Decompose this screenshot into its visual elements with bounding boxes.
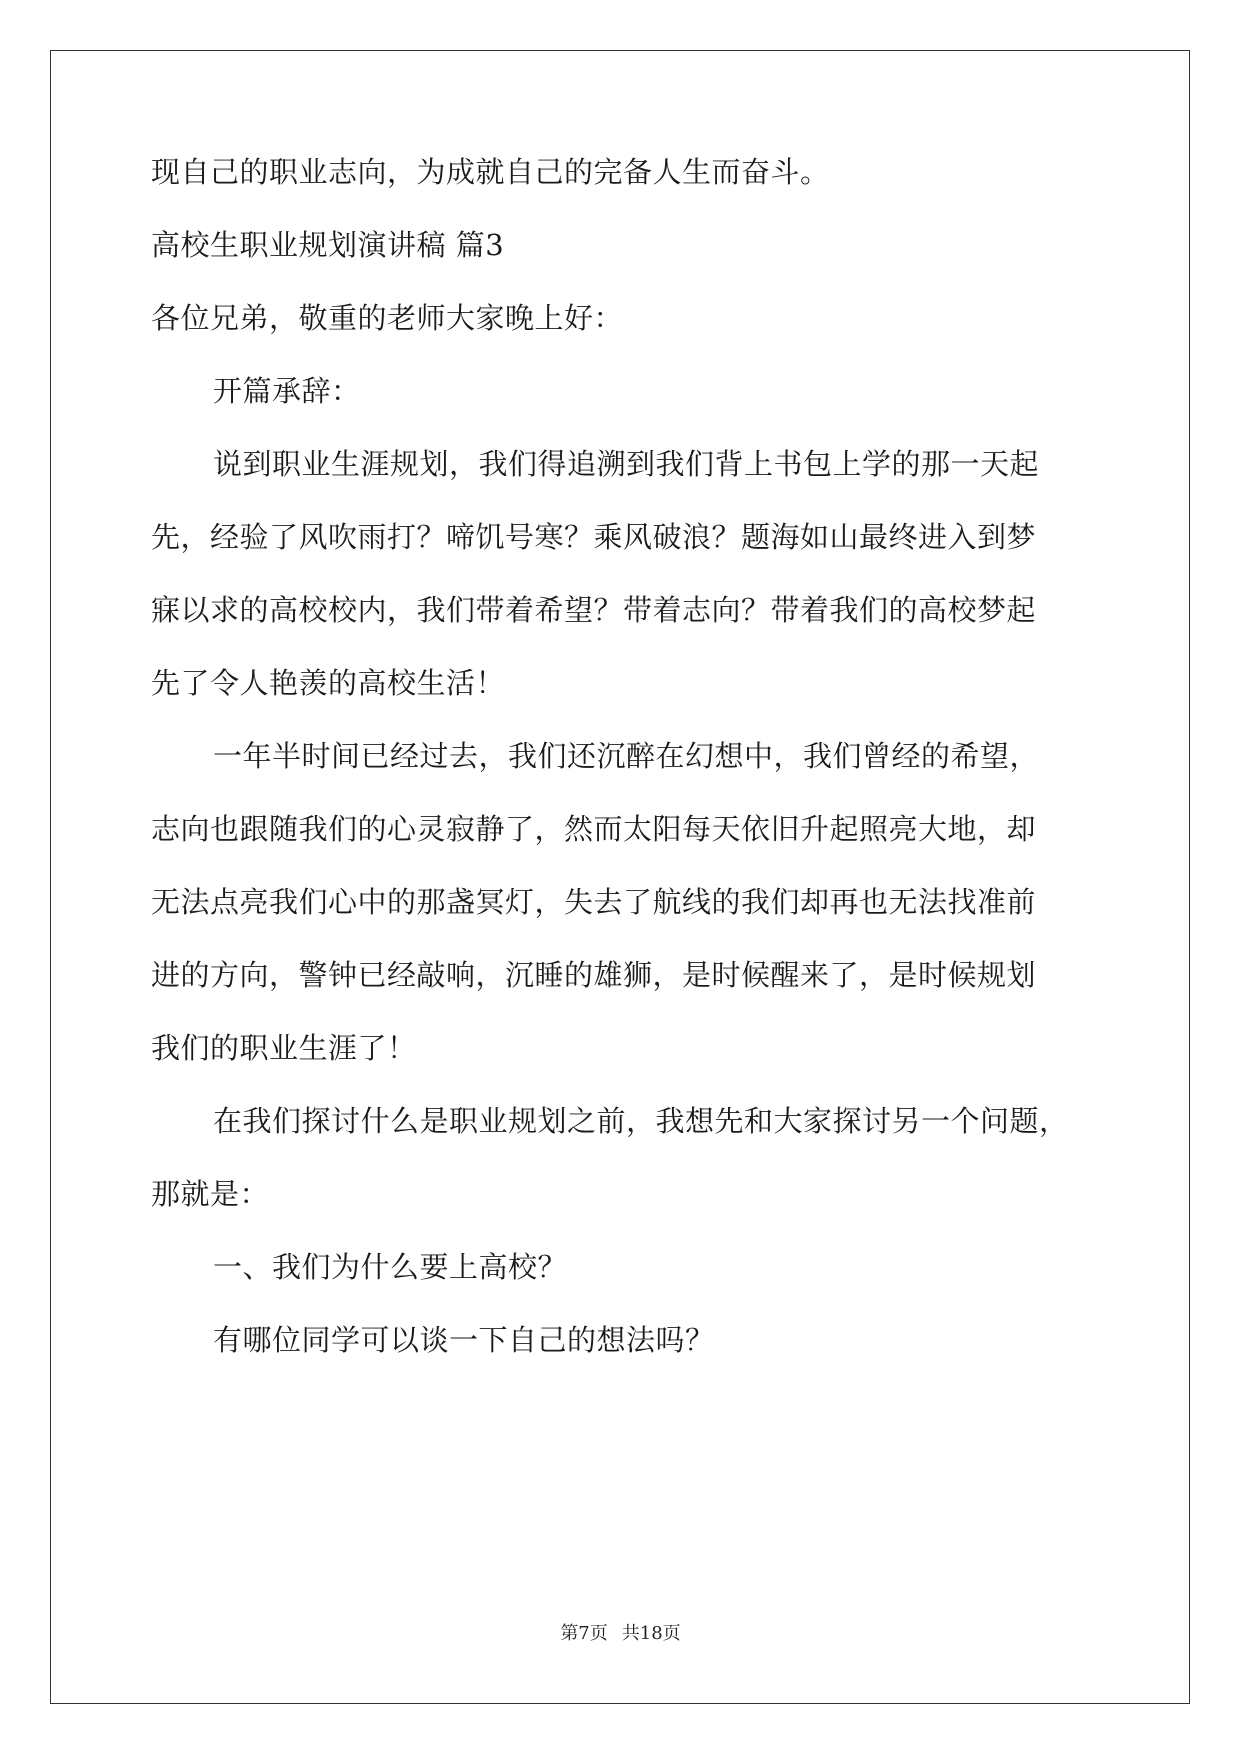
text-line: 寐以求的高校校内，我们带着希望？带着志向？带着我们的高校梦起 bbox=[151, 593, 1037, 627]
text-line: 我们的职业生涯了！ bbox=[151, 1031, 417, 1065]
section-heading: 高校生职业规划演讲稿 篇3 bbox=[151, 228, 505, 262]
page-total: 共18页 bbox=[621, 1623, 681, 1644]
text-line: 先，经验了风吹雨打？啼饥号寒？乘风破浪？题海如山最终进入到梦 bbox=[151, 520, 1037, 554]
text-line: 开篇承辞： bbox=[213, 374, 361, 408]
page-footer bbox=[0, 1622, 1241, 1646]
text-line: 先了令人艳羡的高校生活！ bbox=[151, 666, 506, 700]
text-line: 各位兄弟，敬重的老师大家晚上好： bbox=[151, 301, 624, 335]
text-line: 志向也跟随我们的心灵寂静了，然而太阳每天依旧升起照亮大地，却 bbox=[151, 812, 1037, 846]
text-line: 在我们探讨什么是职业规划之前，我想先和大家探讨另一个问题， bbox=[213, 1104, 1069, 1138]
text-line: 一年半时间已经过去，我们还沉醉在幻想中，我们曾经的希望， bbox=[213, 739, 1040, 773]
text-line: 无法点亮我们心中的那盏冥灯，失去了航线的我们却再也无法找准前 bbox=[151, 885, 1037, 919]
text-line: 现自己的职业志向，为成就自己的完备人生而奋斗。 bbox=[151, 155, 830, 189]
page-number: 第7页 bbox=[560, 1623, 608, 1644]
text-line: 进的方向，警钟已经敲响，沉睡的雄狮，是时候醒来了，是时候规划 bbox=[151, 958, 1037, 992]
text-line: 有哪位同学可以谈一下自己的想法吗？ bbox=[213, 1323, 715, 1357]
text-line: 说到职业生涯规划，我们得追溯到我们背上书包上学的那一天起 bbox=[213, 447, 1040, 481]
text-line: 一、我们为什么要上高校？ bbox=[213, 1250, 568, 1284]
text-line: 那就是： bbox=[151, 1177, 270, 1211]
